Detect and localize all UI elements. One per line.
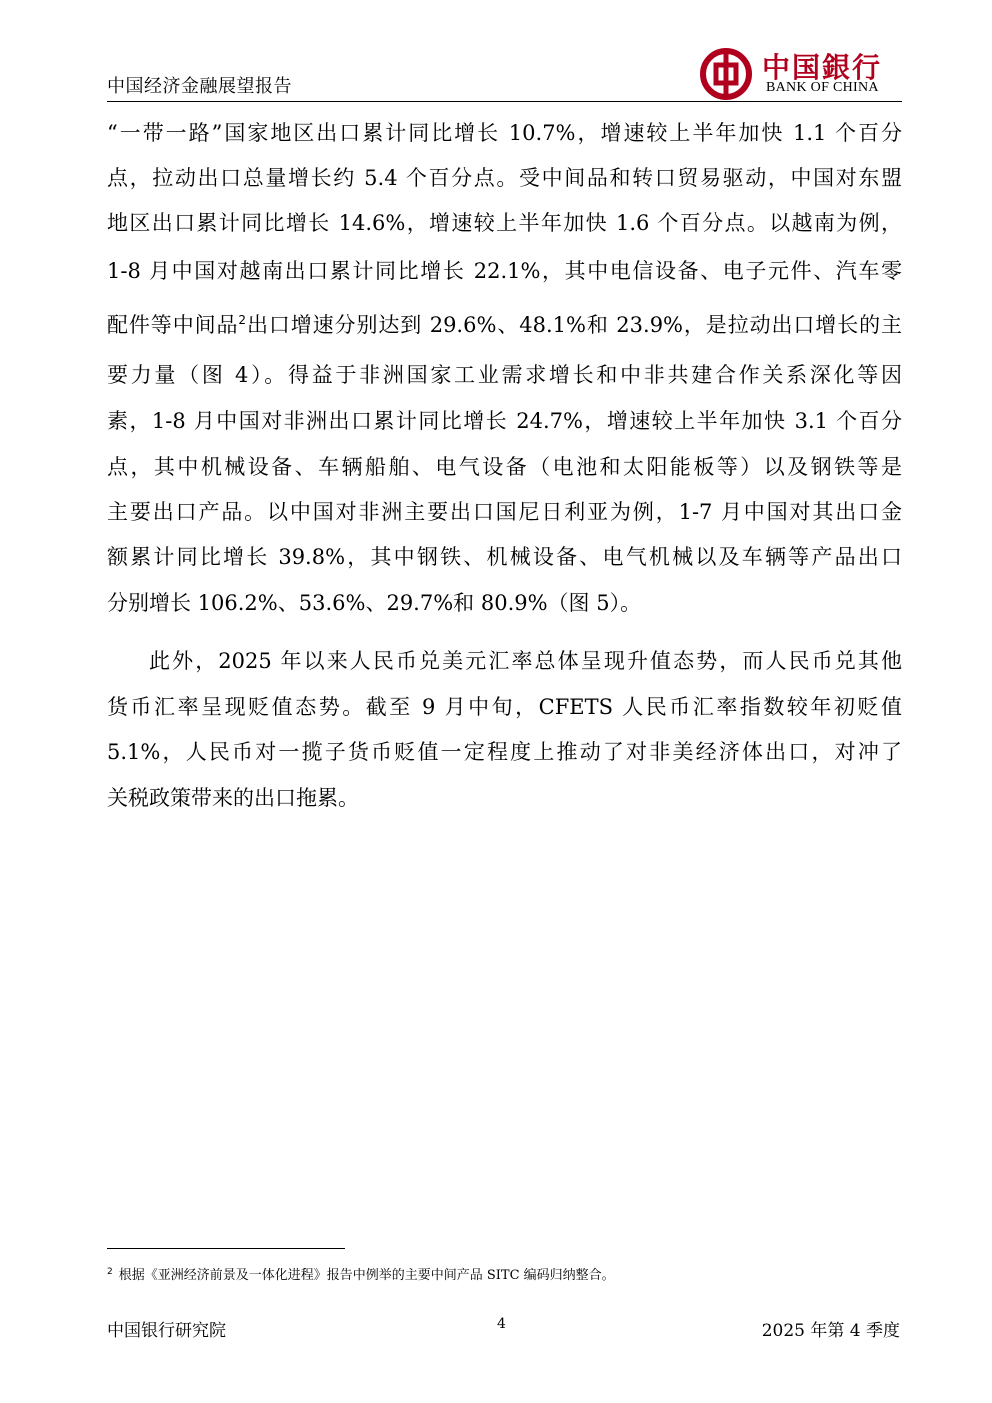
paragraph-line: 主要出口产品。以中国对非洲主要出口国尼日利亚为例，1-7 月中国对其出口金 xyxy=(107,500,902,524)
bank-logo xyxy=(700,44,900,100)
line-part: 出口增速分别达到 29.6%、48.1%和 23.9%，是拉动出口增长的主 xyxy=(246,313,902,337)
paragraph-line: 此外，2025 年以来人民币兑美元汇率总体呈现升值态势，而人民币兑其他 xyxy=(149,649,902,673)
header-divider xyxy=(107,101,902,102)
footnote-text: 根据《亚洲经济前景及一体化进程》报告中例举的主要中间产品 SITC 编码归纳整合。 xyxy=(118,1268,615,1283)
paragraph-line: 分别增长 106.2%、53.6%、29.7%和 80.9%（图 5）。 xyxy=(107,591,642,615)
footer-institute: 中国银行研究院 xyxy=(107,1321,226,1341)
report-title: 中国经济金融展望报告 xyxy=(107,76,292,97)
paragraph-line: 5.1%，人民币对一揽子货币贬值一定程度上推动了对非美经济体出口，对冲了 xyxy=(107,740,902,764)
paragraph-line: 额累计同比增长 39.8%，其中钢铁、机械设备、电气机械以及车辆等产品出口 xyxy=(107,545,902,569)
paragraph-line: “一带一路”国家地区出口累计同比增长 10.7%，增速较上半年加快 1.1 个百分 xyxy=(107,121,902,145)
logo-chinese-name: 中国銀行 xyxy=(762,51,883,84)
paragraph-line: 要力量（图 4）。得益于非洲国家工业需求增长和中非共建合作关系深化等因 xyxy=(107,363,902,387)
paragraph-line: 点，拉动出口总量增长约 5.4 个百分点。受中间品和转口贸易驱动，中国对东盟 xyxy=(107,166,902,190)
paragraph-line xyxy=(107,305,902,340)
paragraph-line: 1-8 月中国对越南出口累计同比增长 22.1%，其中电信设备、电子元件、汽车零 xyxy=(107,259,902,283)
paragraph-line: 素，1-8 月中国对非洲出口累计同比增长 24.7%，增速较上半年加快 3.1 个百分 xyxy=(107,409,902,433)
footnote-divider xyxy=(107,1248,345,1249)
footer-issue: 2025 年第 4 季度 xyxy=(761,1321,900,1341)
page-number: 4 xyxy=(497,1316,506,1332)
footnote-reference[interactable]: 2 xyxy=(238,313,247,327)
paragraph-line: 货币汇率呈现贬值态势。截至 9 月中旬，CFETS 人民币汇率指数较年初贬值 xyxy=(107,695,902,719)
footnote-number: 2 xyxy=(107,1266,113,1277)
line-part: 配件等中间品 xyxy=(107,313,239,337)
paragraph-line: 点，其中机械设备、车辆船舶、电气设备（电池和太阳能板等）以及钢铁等是 xyxy=(107,455,902,479)
paragraph-line: 关税政策带来的出口拖累。 xyxy=(107,786,359,810)
footnote xyxy=(107,1264,615,1283)
logo-english-name: BANK OF CHINA xyxy=(766,80,879,95)
bank-of-china-emblem-icon xyxy=(700,48,752,100)
paragraph-line: 地区出口累计同比增长 14.6%，增速较上半年加快 1.6 个百分点。以越南为例， xyxy=(107,211,902,235)
